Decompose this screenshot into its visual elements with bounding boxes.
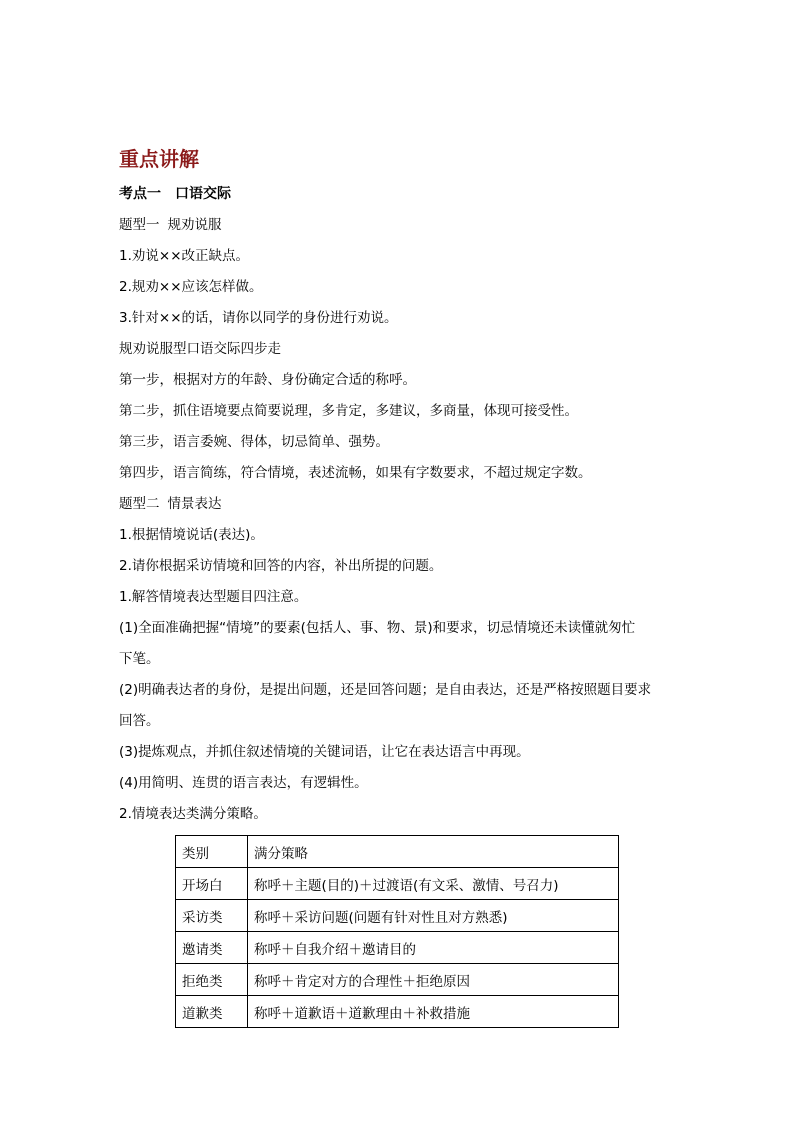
document-page — [119, 140, 689, 1022]
question-type-2-heading — [119, 489, 689, 520]
table-cell-type: 邀请类 — [176, 932, 248, 964]
step-line: 第三步，语言委婉、得体，切忌简单、强势。 — [119, 434, 389, 450]
note-line: (4)用简明、连贯的语言表达，有逻辑性。 — [119, 775, 368, 791]
step-line: 第二步，抓住语境要点简要说理，多肯定，多建议，多商量，体现可接受性。 — [119, 403, 578, 419]
table-cell-type: 道歉类 — [176, 996, 248, 1028]
table-header-cell: 类别 — [176, 836, 248, 868]
type1-item: 3.针对××的话，请你以同学的身份进行劝说。 — [119, 310, 398, 326]
table-cell-strategy: 称呼＋道歉语＋道歉理由＋补救措施 — [248, 996, 619, 1028]
note-line-continued: 下笔。 — [119, 651, 160, 667]
table-cell-type: 拒绝类 — [176, 964, 248, 996]
table-row — [176, 932, 619, 964]
question-type-1-name: 规劝说服 — [167, 217, 222, 233]
steps-title: 规劝说服型口语交际四步走 — [119, 341, 281, 357]
note-line-continued: 回答。 — [119, 713, 160, 729]
step-line: 第一步，根据对方的年龄、身份确定合适的称呼。 — [119, 372, 416, 388]
type1-item: 2.规劝××应该怎样做。 — [119, 279, 263, 295]
table-row — [176, 996, 619, 1028]
note-line: (2)明确表达者的身份，是提出问题，还是回答问题；是自由表达，还是严格按照题目要求 — [119, 682, 652, 698]
type2-item: 2.请你根据采访情境和回答的内容，补出所提的问题。 — [119, 558, 443, 574]
table-cell-strategy: 称呼＋自我介绍＋邀请目的 — [248, 932, 619, 964]
table-cell-type: 开场白 — [176, 868, 248, 900]
section-title: 重点讲解 — [119, 147, 199, 171]
type2-item: 1.解答情境表达型题目四注意。 — [119, 589, 308, 605]
type1-item: 1.劝说××改正缺点。 — [119, 248, 250, 264]
table-row — [176, 900, 619, 932]
question-type-1-label: 题型一 — [119, 217, 160, 233]
question-type-1-heading — [119, 210, 689, 241]
strategy-title: 2.情境表达类满分策略。 — [119, 806, 267, 822]
table-cell-type: 采访类 — [176, 900, 248, 932]
type2-item: 1.根据情境说话(表达)。 — [119, 527, 264, 543]
table-row — [176, 964, 619, 996]
note-line: (1)全面准确把握“情境”的要素(包括人、事、物、景)和要求，切忌情境还未读懂就匆忙 — [119, 620, 636, 636]
table-row — [176, 868, 619, 900]
exam-point-heading: 考点一 口语交际 — [119, 186, 231, 202]
table-cell-strategy: 称呼＋主题(目的)＋过渡语(有文采、激情、号召力) — [248, 868, 619, 900]
step-line: 第四步，语言简练，符合情境，表述流畅，如果有字数要求，不超过规定字数。 — [119, 465, 592, 481]
table-header-row — [176, 836, 619, 868]
table-cell-strategy: 称呼＋采访问题(问题有针对性且对方熟悉) — [248, 900, 619, 932]
note-line: (3)提炼观点，并抓住叙述情境的关键词语，让它在表达语言中再现。 — [119, 744, 530, 760]
question-type-2-name: 情景表达 — [167, 496, 222, 512]
table-cell-strategy: 称呼＋肯定对方的合理性＋拒绝原因 — [248, 964, 619, 996]
strategy-table — [175, 835, 619, 1028]
question-type-2-label: 题型二 — [119, 496, 160, 512]
table-header-cell: 满分策略 — [248, 836, 619, 868]
